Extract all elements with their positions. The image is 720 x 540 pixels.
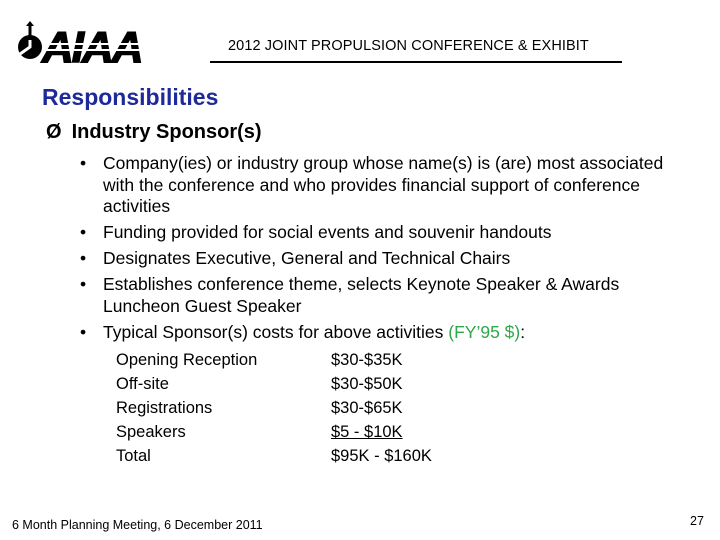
slide-title: Responsibilities [42, 84, 219, 110]
cost-amount: $30-$50K [331, 375, 403, 393]
header-divider [210, 61, 622, 63]
cost-row [116, 396, 432, 420]
cost-amount: $95K - $160K [331, 447, 432, 465]
bullet-text: Company(ies) or industry group whose name(s) is (are) most associated with the conference and who provides financial support of conference activities [103, 153, 664, 216]
cost-amount: $30-$35K [331, 351, 403, 369]
bullet-item [78, 248, 678, 270]
bullet-list [78, 153, 678, 348]
cost-table [116, 348, 432, 468]
cost-item: Opening Reception [116, 351, 258, 369]
bullet-dot-icon: • [80, 274, 87, 294]
bullet-text-start: Typical Sponsor(s) costs for above activities [103, 321, 449, 342]
cost-row-total [116, 444, 432, 468]
level1-item [46, 121, 262, 144]
bullet-dot-icon: • [80, 248, 87, 268]
bullet-text: Funding provided for social events and souvenir handouts [103, 222, 552, 242]
cost-item: Speakers [116, 423, 186, 441]
aiaa-logo-text: AIAA [42, 23, 142, 70]
footer-meeting: 6 Month Planning Meeting, 6 December 2011 [12, 518, 263, 532]
level1-text: Industry Sponsor(s) [71, 121, 262, 143]
conference-title: 2012 JOINT PROPULSION CONFERENCE & EXHIBIT [228, 38, 589, 54]
arrow-bullet-icon: Ø [46, 121, 62, 143]
cost-row [116, 348, 432, 372]
bullet-dot-icon: • [80, 222, 87, 242]
cost-row [116, 420, 432, 444]
cost-amount: $30-$65K [331, 399, 403, 417]
bullet-item [78, 274, 678, 317]
bullet-item [78, 322, 678, 344]
bullet-item [78, 222, 678, 244]
cost-row [116, 372, 432, 396]
fiscal-year-note: (FY’95 $) [448, 321, 521, 342]
aiaa-logo [14, 20, 224, 70]
bullet-text-end: : [520, 321, 526, 342]
cost-amount: $5 - $10K [331, 423, 403, 441]
aiaa-logo-graphic [14, 20, 224, 70]
cost-item: Registrations [116, 399, 213, 417]
bullet-item [78, 153, 678, 218]
cost-item: Off-site [116, 375, 169, 393]
bullet-text: Establishes conference theme, selects Keynote Speaker & Awards Luncheon Guest Speaker [103, 274, 620, 316]
bullet-dot-icon: • [80, 321, 87, 342]
bullet-text: Designates Executive, General and Technical Chairs [103, 248, 511, 268]
bullet-dot-icon: • [80, 153, 87, 173]
cost-item: Total [116, 447, 151, 465]
page-number: 27 [690, 514, 704, 528]
